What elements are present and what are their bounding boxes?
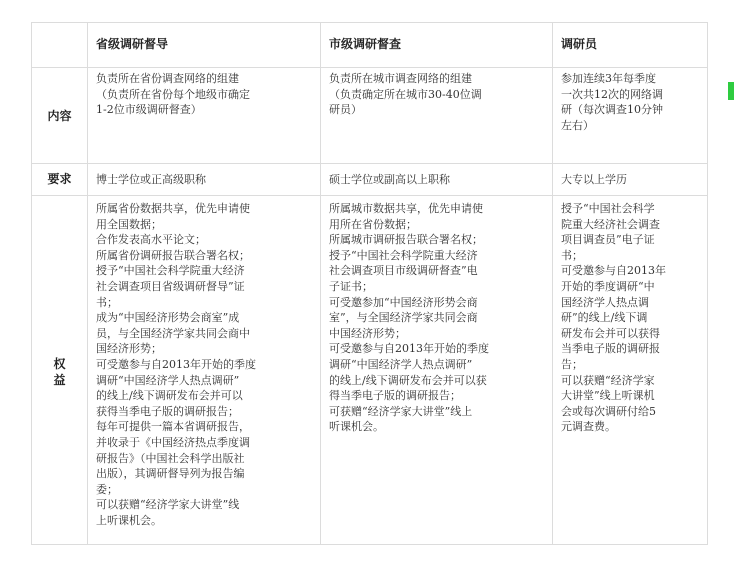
header-provincial: 省级调研督导: [88, 23, 321, 68]
rights-municipal: 所属城市数据共享，优先申请使 用所在省份数据； 所属城市调研报告联合署名权； 授予“中国社会科学院重大经济 社会调查项目市级调研督查”电 子证书； 可受邀参加“中国经济形势会商 室”，与全国经济学家共同会商 中国经济形势； 可受邀参与自2013年开始的季度 调研“中国经济学人热点调研” 的线上/线下调研发布会并可以获 得当季电子版的调研报告； 可获赠“经济学家大讲堂”线上 听课机会。: [329, 202, 489, 434]
content-researcher: 参加连续3年每季度 一次共12次的网络调 研（每次调查10分钟 左右）: [561, 72, 663, 132]
content-provincial: 负责所在省份调查网络的组建 （负责所在省份每个地级市确定 1-2位市级调研督查）: [96, 72, 250, 117]
requirement-provincial: 博士学位或正高级职称: [96, 172, 206, 186]
requirement-researcher: 大专以上学历: [561, 172, 627, 186]
rights-label: 权 益: [53, 356, 66, 387]
requirement-row: [32, 164, 708, 196]
header-researcher: 调研员: [553, 23, 708, 68]
content-municipal: 负责所在城市调查网络的组建 （负责确定所在城市30-40位调 研员）: [329, 72, 482, 117]
content-row: [32, 68, 708, 164]
side-feedback-tab[interactable]: [728, 82, 734, 100]
requirement-label: 要求: [32, 164, 88, 196]
header-corner-cell: [32, 23, 88, 68]
requirement-municipal: 硕士学位或副高以上职称: [329, 172, 450, 186]
rights-provincial: 所属省份数据共享，优先申请使 用全国数据； 合作发表高水平论文； 所属省份调研报告联合署名权； 授予“中国社会科学院重大经济 社会调查项目省级调研督导”证 书； 成为“中国经济形势会商室”成 员，与全国经济学家共同会商中 国经济形势； 可受邀参与自2013年开始的季度 调研“中国经济学人热点调研” 的线上/线下调研发布会并可以 获得当季电子版的调研报告； 每年可提供一篇本省调研报告， 并收录于《中国经济热点季度调 研报告》（中国社会科学出版社 出版），其调研督导列为报告编 委； 可以获赠“经济学家大讲堂”线 上听课机会。: [96, 202, 256, 527]
comparison-table: [31, 22, 708, 545]
header-row: [32, 23, 708, 68]
header-municipal: 市级调研督查: [321, 23, 553, 68]
content-label: 内容: [32, 68, 88, 164]
rights-researcher: 授予“中国社会科学 院重大经济社会调查 项目调查员”电子证 书； 可受邀参与自2013年 开始的季度调研“中 国经济学人热点调 研”的线上/线下调 研发布会并可以获得 当季电子版的调研报 告； 可以获赠“经济学家 大讲堂”线上听课机 会或每次调研付给5 元调查费。: [561, 202, 666, 434]
rights-row: [32, 196, 708, 545]
